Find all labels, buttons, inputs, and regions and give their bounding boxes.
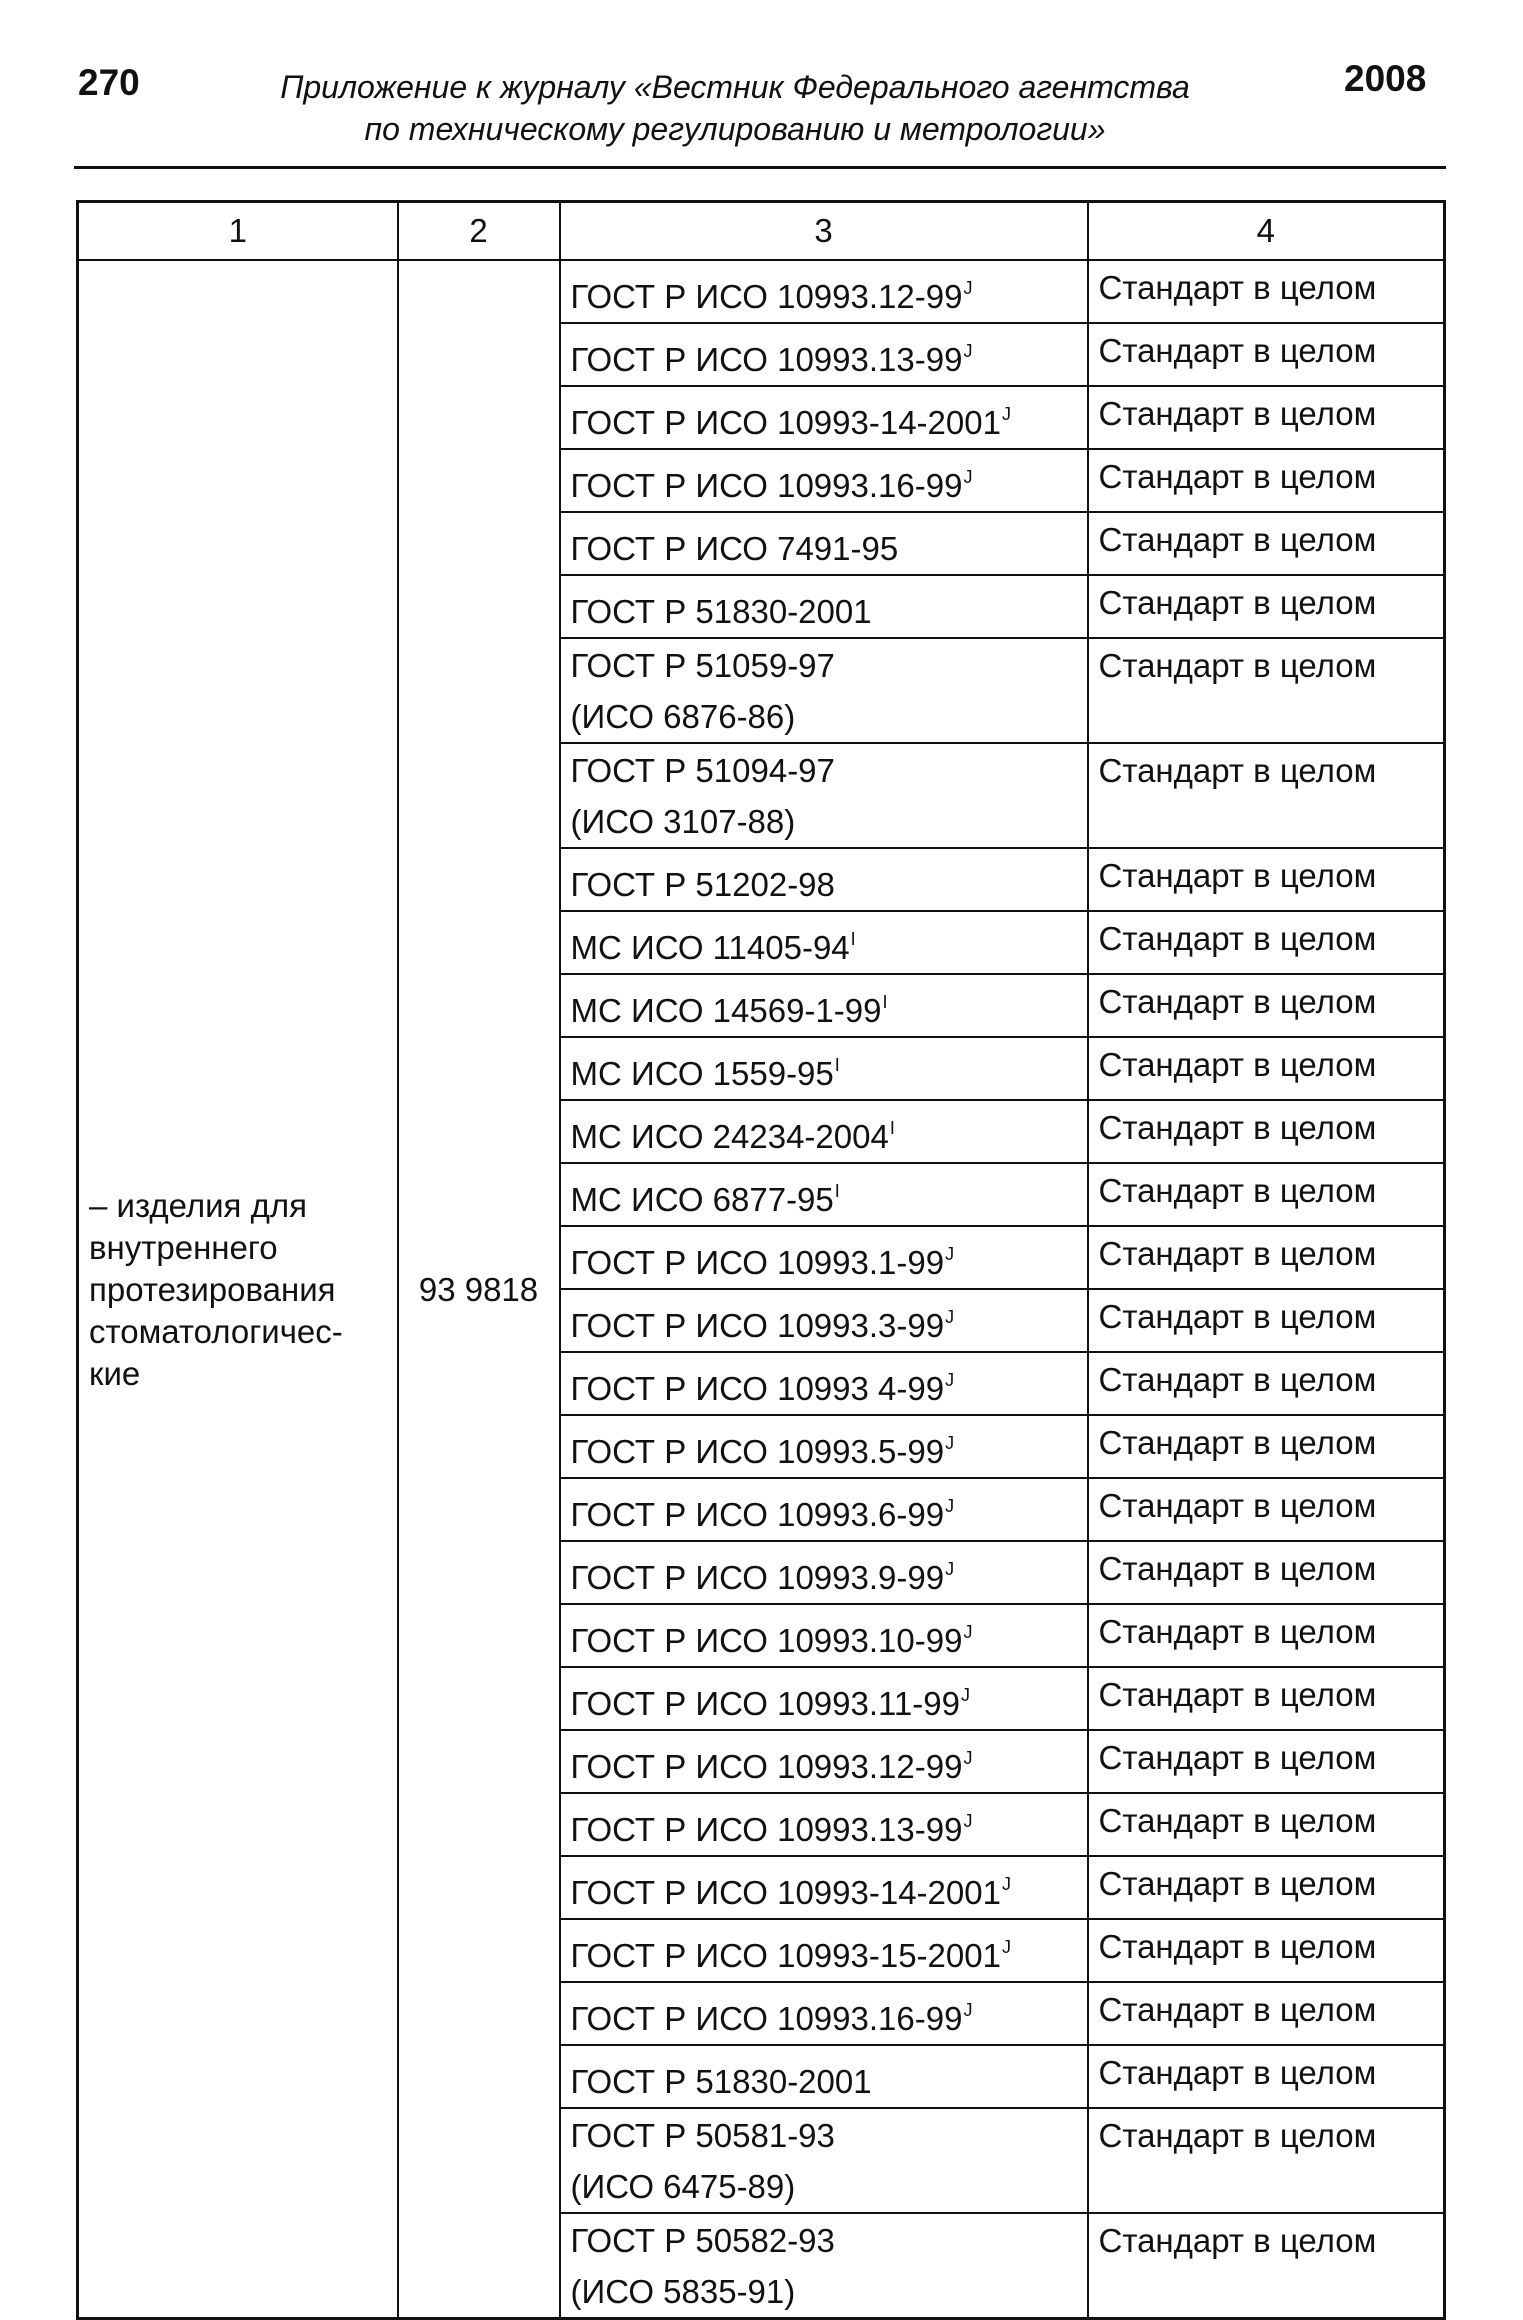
standard-cell [560, 1667, 1088, 1730]
column-header-3: 3 [560, 202, 1088, 261]
standard-designation: ГОСТ Р ИСО 10993.6-99 [570, 1496, 945, 1533]
standard-footnote-mark: J [945, 1496, 955, 1516]
standard-footnote-mark: J [963, 467, 973, 487]
standard-cell [560, 323, 1088, 386]
scope-cell: Стандарт в целом [1088, 848, 1445, 911]
standard-cell [560, 575, 1088, 638]
standard-cell [560, 2213, 1088, 2319]
standard-footnote-mark: I [889, 1118, 895, 1138]
scope-cell: Стандарт в целом [1088, 1982, 1445, 2045]
scope-cell: Стандарт в целом [1088, 1856, 1445, 1919]
standard-designation: ГОСТ Р ИСО 7491-95 [570, 530, 899, 567]
standard-footnote-mark: J [945, 1370, 955, 1390]
standard-cell [560, 386, 1088, 449]
standard-designation: ГОСТ Р ИСО 10993.12-99 [570, 1748, 963, 1785]
standard-footnote-mark: J [963, 1622, 973, 1642]
standard-designation: МС ИСО 6877-95 [570, 1181, 834, 1218]
scope-cell: Стандарт в целом [1088, 1919, 1445, 1982]
standard-cell [560, 1982, 1088, 2045]
scope-cell: Стандарт в целом [1088, 2213, 1445, 2319]
scope-cell: Стандарт в целом [1088, 1730, 1445, 1793]
scope-cell: Стандарт в целом [1088, 911, 1445, 974]
standard-cell [560, 1793, 1088, 1856]
standard-footnote-mark: I [850, 929, 856, 949]
standard-designation: ГОСТ Р ИСО 10993.11-99 [570, 1685, 960, 1722]
standard-cell [560, 1226, 1088, 1289]
standard-designation: ГОСТ Р ИСО 10993.13-99 [570, 1811, 963, 1848]
standard-designation: ГОСТ Р ИСО 10993.1-99 [570, 1244, 945, 1281]
standard-cell [560, 1604, 1088, 1667]
standard-designation: МС ИСО 1559-95 [570, 1055, 834, 1092]
scope-cell: Стандарт в целом [1088, 1415, 1445, 1478]
standard-designation: ГОСТ Р ИСО 10993-14-2001 [570, 404, 1001, 441]
standard-designation: ГОСТ Р 51202-98 [570, 866, 835, 903]
standard-designation: ГОСТ Р 51830-2001 [570, 2063, 872, 2100]
standard-cell [560, 1415, 1088, 1478]
standard-cell [560, 2045, 1088, 2108]
page-number: 270 [78, 62, 140, 103]
scope-cell: Стандарт в целом [1088, 743, 1445, 848]
standard-designation: ГОСТ Р ИСО 10993.16-99 [570, 2000, 963, 2037]
standard-designation: ГОСТ Р 50581-93 (ИСО 6475-89) [570, 2117, 835, 2205]
standard-designation: ГОСТ Р ИСО 10993.3-99 [570, 1307, 945, 1344]
table-row [78, 260, 1445, 323]
standard-footnote-mark: J [960, 1685, 970, 1705]
scope-cell: Стандарт в целом [1088, 386, 1445, 449]
scope-cell: Стандарт в целом [1088, 323, 1445, 386]
scope-cell: Стандарт в целом [1088, 1478, 1445, 1541]
standard-cell [560, 1478, 1088, 1541]
standard-cell [560, 743, 1088, 848]
standard-cell [560, 1541, 1088, 1604]
standard-cell [560, 1100, 1088, 1163]
standard-footnote-mark: J [1001, 1874, 1011, 1894]
standard-designation: ГОСТ Р 51094-97 (ИСО 3107-88) [570, 752, 835, 840]
standard-footnote-mark: J [963, 1811, 973, 1831]
scope-cell: Стандарт в целом [1088, 1163, 1445, 1226]
header-divider [74, 166, 1446, 169]
scope-cell: Стандарт в целом [1088, 638, 1445, 743]
standards-table-body [78, 202, 1445, 2319]
standard-cell [560, 1289, 1088, 1352]
standard-footnote-mark: J [1001, 1937, 1011, 1957]
standard-designation: ГОСТ Р 51059-97 (ИСО 6876-86) [570, 647, 835, 735]
standard-cell [560, 1037, 1088, 1100]
standard-designation: ГОСТ Р ИСО 10993.16-99 [570, 467, 963, 504]
scope-cell: Стандарт в целом [1088, 2045, 1445, 2108]
standard-footnote-mark: J [945, 1433, 955, 1453]
standard-cell [560, 1856, 1088, 1919]
standard-designation: ГОСТ Р ИСО 10993.10-99 [570, 1622, 963, 1659]
standard-cell [560, 260, 1088, 323]
standard-footnote-mark: J [945, 1559, 955, 1579]
header-title-line-2: по техническому регулированию и метрологии» [364, 111, 1106, 147]
scope-cell: Стандарт в целом [1088, 1793, 1445, 1856]
scope-cell: Стандарт в целом [1088, 260, 1445, 323]
header-title-line-1: Приложение к журналу «Вестник Федерального агентства [280, 69, 1190, 105]
table-header-row [78, 202, 1445, 261]
standard-cell [560, 911, 1088, 974]
standard-designation: ГОСТ Р ИСО 10993 4-99 [570, 1370, 945, 1407]
standard-footnote-mark: J [1001, 404, 1011, 424]
standard-footnote-mark: J [963, 2000, 973, 2020]
standard-designation: ГОСТ Р ИСО 10993.12-99 [570, 278, 963, 315]
scope-cell: Стандарт в целом [1088, 1604, 1445, 1667]
standard-cell [560, 1919, 1088, 1982]
standard-footnote-mark: I [834, 1055, 840, 1075]
scope-cell: Стандарт в целом [1088, 449, 1445, 512]
standard-footnote-mark: J [963, 341, 973, 361]
product-code-cell: 93 9818 [398, 260, 560, 2319]
standard-designation: ГОСТ Р ИСО 10993-14-2001 [570, 1874, 1001, 1911]
scope-cell: Стандарт в целом [1088, 1352, 1445, 1415]
standard-designation: МС ИСО 14569-1-99 [570, 992, 882, 1029]
standard-designation: МС ИСО 24234-2004 [570, 1118, 889, 1155]
standard-footnote-mark: I [834, 1181, 840, 1201]
standard-designation: ГОСТ Р ИСО 10993.5-99 [570, 1433, 945, 1470]
standard-cell [560, 848, 1088, 911]
scope-cell: Стандарт в целом [1088, 1037, 1445, 1100]
column-header-2: 2 [398, 202, 560, 261]
standard-designation: МС ИСО 11405-94 [570, 929, 850, 966]
standards-table [76, 200, 1446, 2320]
standard-cell [560, 449, 1088, 512]
standard-designation: ГОСТ Р ИСО 10993.13-99 [570, 341, 963, 378]
scope-cell: Стандарт в целом [1088, 1226, 1445, 1289]
standard-cell [560, 1352, 1088, 1415]
page-header-title [190, 66, 1280, 150]
scope-cell: Стандарт в целом [1088, 512, 1445, 575]
column-header-1: 1 [78, 202, 398, 261]
product-group-cell: – изделия для внутреннего протезирования стоматологичес-кие [78, 260, 398, 2319]
standard-footnote-mark: J [963, 1748, 973, 1768]
standard-designation: ГОСТ Р ИСО 10993-15-2001 [570, 1937, 1001, 1974]
standard-footnote-mark: J [963, 278, 973, 298]
column-header-4: 4 [1088, 202, 1445, 261]
standard-cell [560, 1163, 1088, 1226]
standard-cell [560, 1730, 1088, 1793]
standard-cell [560, 512, 1088, 575]
page-year: 2008 [1344, 58, 1427, 99]
scope-cell: Стандарт в целом [1088, 974, 1445, 1037]
scope-cell: Стандарт в целом [1088, 2108, 1445, 2213]
scope-cell: Стандарт в целом [1088, 1541, 1445, 1604]
scope-cell: Стандарт в целом [1088, 1100, 1445, 1163]
standard-cell [560, 2108, 1088, 2213]
standard-cell [560, 638, 1088, 743]
standard-footnote-mark: J [945, 1307, 955, 1327]
standard-footnote-mark: J [945, 1244, 955, 1264]
scope-cell: Стандарт в целом [1088, 575, 1445, 638]
standard-designation: ГОСТ Р 50582-93 (ИСО 5835-91) [570, 2222, 835, 2310]
standard-cell [560, 974, 1088, 1037]
standard-designation: ГОСТ Р 51830-2001 [570, 593, 872, 630]
standard-designation: ГОСТ Р ИСО 10993.9-99 [570, 1559, 945, 1596]
scope-cell: Стандарт в целом [1088, 1289, 1445, 1352]
scope-cell: Стандарт в целом [1088, 1667, 1445, 1730]
standard-footnote-mark: I [882, 992, 888, 1012]
